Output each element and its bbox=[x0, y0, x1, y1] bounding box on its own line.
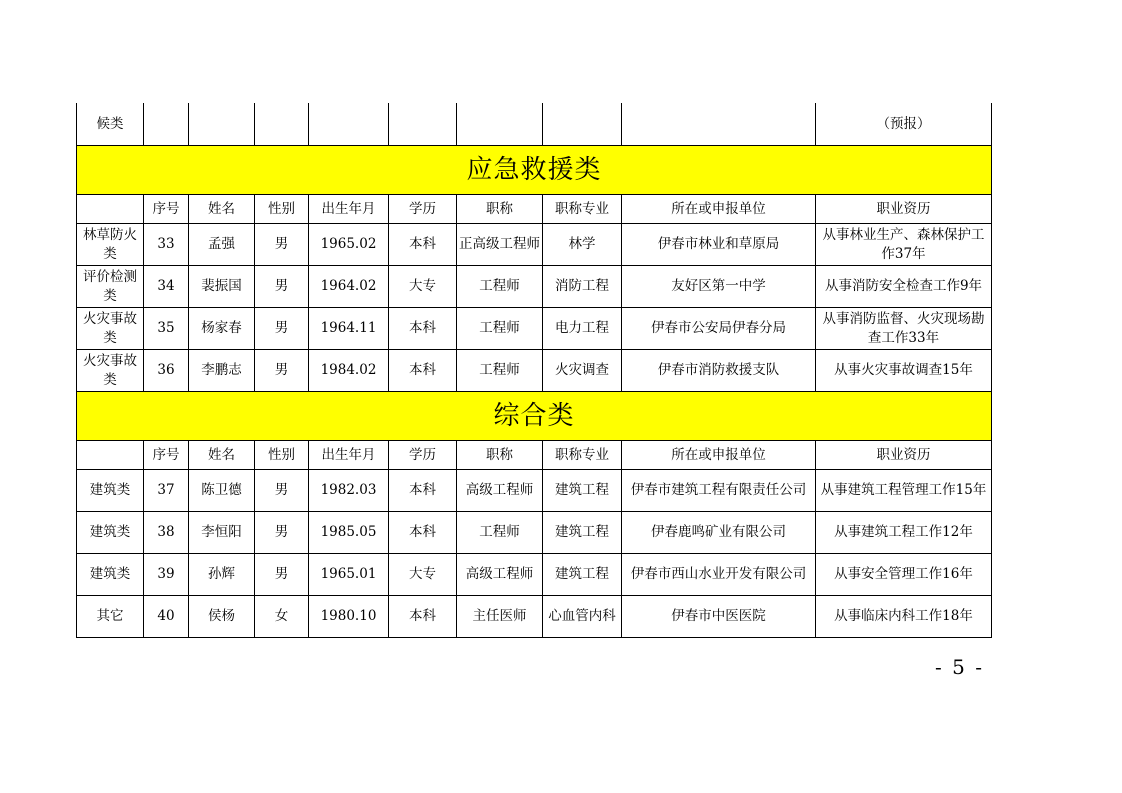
birth-cell: 1984.02 bbox=[309, 350, 389, 392]
column-header: 性别 bbox=[255, 195, 309, 224]
category-cell: 评价检测类 bbox=[77, 266, 144, 308]
qualification-cell: 从事建筑工程管理工作15年 bbox=[816, 470, 992, 512]
title-cell: 工程师 bbox=[457, 308, 543, 350]
column-header: 职称 bbox=[457, 195, 543, 224]
index-cell: 35 bbox=[144, 308, 189, 350]
column-header: 学历 bbox=[389, 441, 457, 470]
unit-cell: 伊春市建筑工程有限责任公司 bbox=[622, 470, 816, 512]
education-cell: 本科 bbox=[389, 512, 457, 554]
page-number: - 5 - bbox=[935, 655, 984, 679]
table-row bbox=[77, 266, 992, 308]
column-header: 职业资历 bbox=[816, 195, 992, 224]
unit-cell: 伊春市公安局伊春分局 bbox=[622, 308, 816, 350]
qualification-cell: 从事火灾事故调查15年 bbox=[816, 350, 992, 392]
column-header: 出生年月 bbox=[309, 441, 389, 470]
birth-cell: 1965.02 bbox=[309, 224, 389, 266]
column-header: 职业资历 bbox=[816, 441, 992, 470]
column-header: 职称 bbox=[457, 441, 543, 470]
birth-cell: 1982.03 bbox=[309, 470, 389, 512]
specialty-cell: 建筑工程 bbox=[543, 554, 622, 596]
name-cell: 杨家春 bbox=[189, 308, 255, 350]
unit-cell: 伊春市林业和草原局 bbox=[622, 224, 816, 266]
name-cell: 孟强 bbox=[189, 224, 255, 266]
unit-cell: 伊春市消防救援支队 bbox=[622, 350, 816, 392]
column-header: 姓名 bbox=[189, 441, 255, 470]
table-row bbox=[77, 554, 992, 596]
column-header: 所在或申报单位 bbox=[622, 441, 816, 470]
unit-cell: 伊春鹿鸣矿业有限公司 bbox=[622, 512, 816, 554]
education-cell: 本科 bbox=[389, 350, 457, 392]
index-cell: 33 bbox=[144, 224, 189, 266]
header-row bbox=[77, 441, 992, 470]
section-title-row bbox=[77, 146, 992, 195]
gender-cell: 男 bbox=[255, 512, 309, 554]
qualification-cell: 从事消防安全检查工作9年 bbox=[816, 266, 992, 308]
category-cell: 建筑类 bbox=[77, 470, 144, 512]
title-cell: 工程师 bbox=[457, 512, 543, 554]
specialty-cell: 心血管内科 bbox=[543, 596, 622, 638]
birth-cell: 1964.11 bbox=[309, 308, 389, 350]
section-title: 应急救援类 bbox=[77, 146, 992, 195]
section-title: 综合类 bbox=[77, 392, 992, 441]
title-cell: 高级工程师 bbox=[457, 470, 543, 512]
name-cell: 李鹏志 bbox=[189, 350, 255, 392]
title-cell: 工程师 bbox=[457, 350, 543, 392]
column-header: 职称专业 bbox=[543, 195, 622, 224]
table-row bbox=[77, 224, 992, 266]
header-row bbox=[77, 195, 992, 224]
category-cell: 建筑类 bbox=[77, 512, 144, 554]
table-row bbox=[77, 512, 992, 554]
name-cell: 裴振国 bbox=[189, 266, 255, 308]
index-cell: 37 bbox=[144, 470, 189, 512]
education-cell: 本科 bbox=[389, 470, 457, 512]
column-header: 性别 bbox=[255, 441, 309, 470]
specialty-cell: 火灾调查 bbox=[543, 350, 622, 392]
index-cell: 38 bbox=[144, 512, 189, 554]
name-cell: 李恒阳 bbox=[189, 512, 255, 554]
qualification-cell: 从事林业生产、森林保护工作37年 bbox=[816, 224, 992, 266]
gender-cell: 男 bbox=[255, 554, 309, 596]
education-cell: 大专 bbox=[389, 266, 457, 308]
column-header: 序号 bbox=[144, 441, 189, 470]
qualification-cell: 从事安全管理工作16年 bbox=[816, 554, 992, 596]
birth-cell: 1985.05 bbox=[309, 512, 389, 554]
category-cell: 候类 bbox=[77, 103, 144, 146]
name-cell: 陈卫德 bbox=[189, 470, 255, 512]
qualification-cell: （预报） bbox=[816, 103, 992, 146]
unit-cell: 伊春市中医医院 bbox=[622, 596, 816, 638]
unit-cell: 伊春市西山水业开发有限公司 bbox=[622, 554, 816, 596]
column-header bbox=[77, 195, 144, 224]
column-header: 所在或申报单位 bbox=[622, 195, 816, 224]
category-cell: 林草防火类 bbox=[77, 224, 144, 266]
category-cell: 火灾事故类 bbox=[77, 350, 144, 392]
title-cell: 工程师 bbox=[457, 266, 543, 308]
name-cell: 孙辉 bbox=[189, 554, 255, 596]
birth-cell: 1965.01 bbox=[309, 554, 389, 596]
title-cell: 主任医师 bbox=[457, 596, 543, 638]
specialty-cell: 电力工程 bbox=[543, 308, 622, 350]
education-cell: 本科 bbox=[389, 224, 457, 266]
title-cell: 高级工程师 bbox=[457, 554, 543, 596]
column-header: 学历 bbox=[389, 195, 457, 224]
qualification-cell: 从事临床内科工作18年 bbox=[816, 596, 992, 638]
continuation-row bbox=[77, 103, 992, 146]
column-header: 职称专业 bbox=[543, 441, 622, 470]
education-cell: 大专 bbox=[389, 554, 457, 596]
title-cell: 正高级工程师 bbox=[457, 224, 543, 266]
specialty-cell: 建筑工程 bbox=[543, 512, 622, 554]
specialty-cell: 林学 bbox=[543, 224, 622, 266]
table-row bbox=[77, 308, 992, 350]
index-cell: 36 bbox=[144, 350, 189, 392]
gender-cell: 女 bbox=[255, 596, 309, 638]
column-header bbox=[77, 441, 144, 470]
specialty-cell: 消防工程 bbox=[543, 266, 622, 308]
qualification-cell: 从事建筑工程工作12年 bbox=[816, 512, 992, 554]
education-cell: 本科 bbox=[389, 308, 457, 350]
index-cell: 39 bbox=[144, 554, 189, 596]
column-header: 序号 bbox=[144, 195, 189, 224]
gender-cell: 男 bbox=[255, 224, 309, 266]
category-cell: 其它 bbox=[77, 596, 144, 638]
gender-cell: 男 bbox=[255, 350, 309, 392]
category-cell: 建筑类 bbox=[77, 554, 144, 596]
table-row bbox=[77, 470, 992, 512]
birth-cell: 1964.02 bbox=[309, 266, 389, 308]
category-cell: 火灾事故类 bbox=[77, 308, 144, 350]
specialty-cell: 建筑工程 bbox=[543, 470, 622, 512]
gender-cell: 男 bbox=[255, 308, 309, 350]
section-title-row bbox=[77, 392, 992, 441]
table-row bbox=[77, 596, 992, 638]
qualification-cell: 从事消防监督、火灾现场勘查工作33年 bbox=[816, 308, 992, 350]
index-cell: 40 bbox=[144, 596, 189, 638]
gender-cell: 男 bbox=[255, 470, 309, 512]
expert-roster-table bbox=[76, 103, 992, 638]
name-cell: 侯杨 bbox=[189, 596, 255, 638]
index-cell: 34 bbox=[144, 266, 189, 308]
birth-cell: 1980.10 bbox=[309, 596, 389, 638]
gender-cell: 男 bbox=[255, 266, 309, 308]
column-header: 出生年月 bbox=[309, 195, 389, 224]
unit-cell: 友好区第一中学 bbox=[622, 266, 816, 308]
education-cell: 本科 bbox=[389, 596, 457, 638]
table-row bbox=[77, 350, 992, 392]
column-header: 姓名 bbox=[189, 195, 255, 224]
